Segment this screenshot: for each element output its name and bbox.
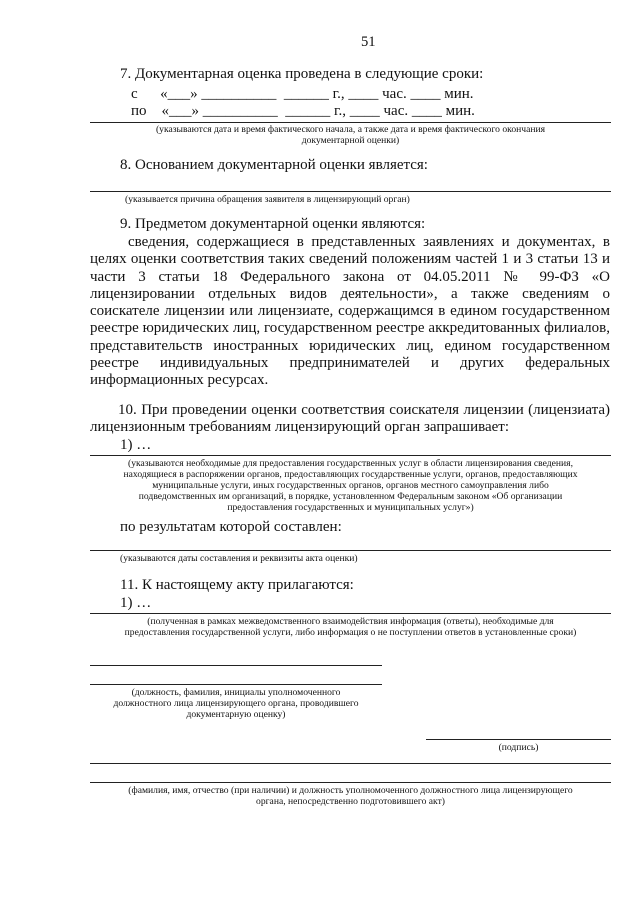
- section-8-rule: [90, 191, 611, 192]
- section-11-note-line2: предоставления государственной услуги, либо информация о не поступлении ответов в установленные сроки): [124, 627, 577, 638]
- section-10-result-note: (указываются даты составления и реквизиты акта оценки): [120, 553, 358, 564]
- section-9-line: представительств иностранных юридических лиц, едином государственном: [90, 337, 610, 354]
- section-9-body: [90, 234, 610, 390]
- official-rule-1: [90, 665, 382, 666]
- section-7-end-row: по «___» __________ ______ г., ____ час. ____ мин.: [131, 103, 475, 119]
- section-10-note-line: предоставления государственных и муниципальных услуг»): [227, 502, 474, 513]
- official-note-line: документарную оценку): [186, 709, 286, 720]
- section-9-line: реестре индивидуальных предпринимателей и других федеральных: [90, 355, 610, 372]
- section-8-note: (указывается причина обращения заявителя в лицензирующий орган): [125, 194, 410, 205]
- section-10-line1: 10. При проведении оценки соответствия соискателя лицензии (лицензиата): [118, 402, 610, 418]
- section-9-line: части 3 статьи 18 Федерального закона от 04.05.2011 № 99-ФЗ «О: [90, 268, 610, 285]
- section-7-note-line2: документарной оценки): [301, 135, 400, 146]
- official-note-line: (должность, фамилия, инициалы уполномоченного: [131, 687, 341, 698]
- section-10-item: 1) …: [120, 437, 152, 453]
- section-10-result: по результатам которой составлен:: [120, 519, 342, 535]
- official-note-line: должностного лица лицензирующего органа, проводившего: [113, 698, 359, 709]
- section-10-note-line: находящиеся в распоряжении органов, предоставляющих государственные услуги, органов, предоставляющих: [123, 469, 578, 480]
- section-11-item: 1) …: [120, 595, 152, 611]
- section-8-title: 8. Основанием документарной оценки является:: [120, 157, 428, 173]
- preparer-note-line1: (фамилия, имя, отчество (при наличии) и должность уполномоченного должностного лица лицензирующего: [128, 785, 573, 796]
- section-9-line: целях оценки соответствия таких сведений положениям частей 1 и 3 статьи 13 и: [90, 251, 610, 268]
- official-rule-2: [90, 684, 382, 685]
- signature-rule: [426, 739, 611, 740]
- section-10-intro: [90, 402, 610, 437]
- section-9-line: реестре юридических лиц, государственном реестре аккредитованных филиалов,: [90, 320, 610, 337]
- section-10-note-line: подведомственных им организаций, в порядке, установленном Федеральным законом «Об организации: [138, 491, 563, 502]
- section-9-line: лицензировании отдельных видов деятельности», а также сведениям о: [90, 285, 610, 302]
- section-9-line: сведения, содержащиеся в представленных заявлениях и документах, в: [128, 234, 610, 250]
- section-9-title: 9. Предметом документарной оценки являются:: [120, 216, 426, 232]
- section-7-title: 7. Документарная оценка проведена в следующие сроки:: [120, 66, 484, 82]
- section-11-title: 11. К настоящему акту прилагаются:: [120, 577, 354, 593]
- section-10-line2: лицензионным требованиям лицензирующий орган запрашивает:: [90, 419, 510, 436]
- section-7-start-row: с «___» __________ ______ г., ____ час. ____ мин.: [131, 86, 474, 102]
- section-10-rule: [90, 455, 611, 456]
- section-9-line: информационных ресурсах.: [90, 372, 269, 389]
- section-9-line: соискателе лицензии или лицензиате, содержащимся в едином государственном: [90, 303, 610, 320]
- page-number: 51: [361, 34, 376, 50]
- section-7-note-line1: (указываются дата и время фактического начала, а также дата и время фактического окончания: [155, 124, 546, 135]
- section-10-note-line: (указываются необходимые для предоставления государственных услуг в области лицензирования сведения,: [128, 458, 573, 469]
- preparer-rule-2: [90, 782, 611, 783]
- section-11-note-line1: (полученная в рамках межведомственного взаимодействия информация (ответы), необходимые для: [147, 616, 554, 627]
- section-7-rule: [90, 122, 611, 123]
- section-10-note-line: муниципальные услуги, иных государственных органов, органов местного самоуправления либо: [152, 480, 549, 491]
- signature-note: (подпись): [498, 742, 539, 753]
- section-10-result-rule: [90, 550, 611, 551]
- preparer-rule-1: [90, 763, 611, 764]
- section-11-rule: [90, 613, 611, 614]
- preparer-note-line2: органа, непосредственно подготовившего акт): [256, 796, 445, 807]
